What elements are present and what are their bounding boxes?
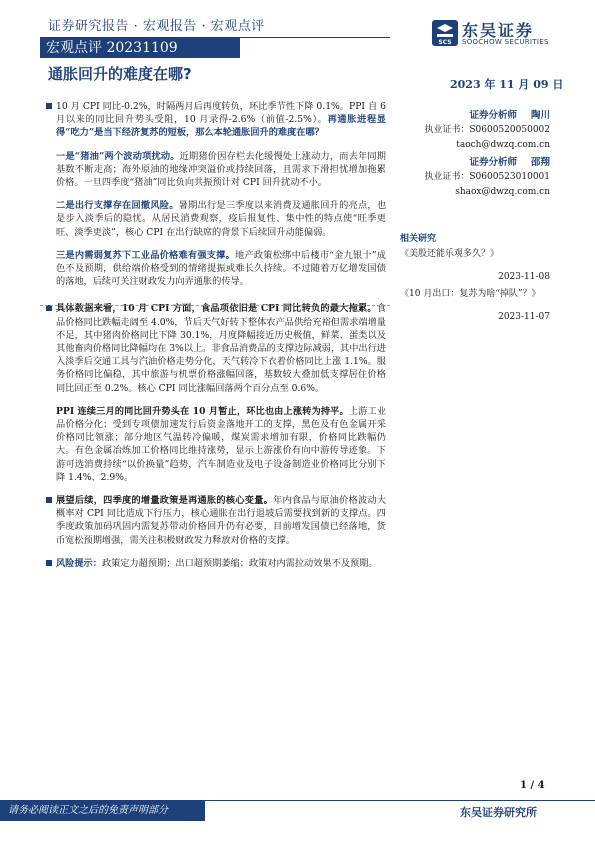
bullet-square-icon xyxy=(46,497,52,503)
point-three-paragraph xyxy=(56,249,386,289)
analyst-cert: S0600523010001 xyxy=(469,172,550,182)
cert-label: 执业证书： xyxy=(424,125,470,135)
analyst-name: 陶川 xyxy=(530,110,550,121)
analyst-panel xyxy=(400,108,550,200)
analyst-card xyxy=(400,108,550,153)
bullet-square-icon xyxy=(46,103,52,109)
report-body xyxy=(56,100,386,580)
ppi-heading: PPI 连续三月的同比回升势头在 10 月暂止，环比也由上涨转为持平。 xyxy=(56,405,349,417)
point-one-paragraph xyxy=(56,150,386,190)
summary-paragraph xyxy=(56,100,386,140)
analyst-email[interactable]: taoch@dwzq.com.cn xyxy=(456,140,550,150)
related-research xyxy=(400,232,550,325)
disclaimer-banner: 请务必阅读正文之后的免责声明部分 xyxy=(0,801,205,821)
brand-logo xyxy=(432,18,562,50)
analyst-cert: S0600520050002 xyxy=(469,125,550,135)
bullet-square-icon xyxy=(46,305,52,311)
cpi-paragraph xyxy=(56,302,386,394)
analyst-name: 邵翔 xyxy=(530,157,550,168)
ppi-text: 上游工业品价格分化；受到专项债加速发行后资金落地开工的支撑，黑色及有色金属开采价格同比领涨；部分地区气温转冷偏暖，煤炭需求增加有限，价格同比跌幅仍大。有色金属冶炼加工价格同比维持涨势，显示上游涨价有向中游传导迹象。下游可选消费持续“以价换量”趋势，汽车制造业及电子设备制造业价格同比分别下降 1.4%、2.9%。 xyxy=(56,405,387,483)
point-two-paragraph xyxy=(56,199,386,239)
logo-mark-icon xyxy=(432,20,458,46)
risk-heading: 风险提示： xyxy=(56,557,102,569)
related-item-title[interactable]: 《美股还能乐观多久？》 xyxy=(400,249,500,259)
analyst-card xyxy=(400,155,550,200)
analyst-role: 证券分析师 xyxy=(469,110,517,121)
summary-text: 10 月 CPI 同比-0.2%，时隔两月后再度转负，环比季节性下降 0.1%。PPI 自 6 月以来的同比回升势头受阻，10 月录得-2.6%（前值-2.5%）。 xyxy=(56,101,386,126)
related-heading: 相关研究 xyxy=(400,234,437,244)
risk-text: 政策定力超预期；出口超预期萎缩；政策对内需拉动效果不及预期。 xyxy=(101,557,378,569)
outlook-paragraph xyxy=(56,494,386,547)
cert-label: 执业证书： xyxy=(424,172,470,182)
cpi-text: 食品价格同比跌幅走阔至 4.0%，节后天气好转下整体农产品供给充裕但需求端增量不足，其中猪肉价格同比下降 30.1%，月度降幅接近历史极值，鲜菜、蛋类以及其他畜肉价格同比降幅均在 3%以上。非食品消费品的支撑边际减弱，其中出行进入淡季后交通工具与汽油价格走势分化，天气转冷下衣着价格同比上涨 1.1%。服务价格同比偏稳，其中旅游与机票价格涨幅回落，基数较大叠加低支撑居住价格同比回正至 0.2%。核心 CPI 同比涨幅回落两个百分点至 0.6%。 xyxy=(56,303,386,394)
point-one-heading: 一是“猪油”两个波动项扰动。 xyxy=(56,150,180,162)
report-type-banner: 宏观点评 20231109 xyxy=(40,38,240,58)
bullet-square-icon xyxy=(46,560,52,566)
risk-paragraph xyxy=(56,557,386,570)
footer-organization: 东吴证券研究所 xyxy=(460,806,537,819)
summary-highlight: 再通胀进程显得“吃力”是当下经济复苏的短板，那么本轮通胀回升的难度在哪？ xyxy=(56,114,386,139)
point-two-heading: 二是出行支撑存在回撤风险。 xyxy=(56,200,179,212)
analyst-email[interactable]: shaox@dwzq.com.cn xyxy=(455,187,550,197)
point-three-heading: 三是内需弱复苏下工业品价格难有强支撑。 xyxy=(56,249,236,261)
point-one-text: 近期猪价因存栏去化缓慢处上涨动力，而去年同期基数不断走高；海外原油的地缘冲突溢价或持续回落，且需求下滑担忧增加拖累价格。一旦四季度“猪油”同比负向共振预计对 CPI 回升扰动不小。 xyxy=(56,150,386,189)
related-item-date: 2023-11-07 xyxy=(498,312,550,322)
point-three-text: 地产政策松绑中后楼市“金九银十”成色不及预期，供给端价格受到的情绪提振或难长久持续。不过随着万亿增发国债的落地，后续可关注财政发力向弄通胀的传导。 xyxy=(56,249,386,288)
cpi-heading: 具体数据来看，10 月 CPI 方面，食品项依旧是 CPI 同比转负的最大拖累。 xyxy=(56,303,377,315)
logo-chinese-name: 东吴证券 xyxy=(462,21,535,40)
breadcrumb: 证券研究报告 · 宏观报告 · 宏观点评 xyxy=(48,19,265,34)
outlook-text: 年内食品与原油价格波动大概率对 CPI 同比造成下行压力，核心通胀在出行退坡后需要找到新的支撑点。四季度政策加码巩固内需复苏带动价格回升仍有必要，目前增发国债已经落地，货币宽松预期增强，需关注积极财政发力释放对价格的支撑。 xyxy=(56,495,387,546)
svg-text:SCS: SCS xyxy=(438,39,452,46)
logo-english-name: SOOCHOW SECURITIES xyxy=(462,38,549,46)
outlook-heading: 展望后续，四季度的增量政策是再通胀的核心变量。 xyxy=(56,495,274,507)
report-title: 通胀回升的难度在哪? xyxy=(48,65,192,83)
point-two-text: 暑期出行是三季度以来消费及通胀回升的亮点，也是步入淡季后的隐忧。从居民消费观察，疫后报复性、集中性的特点使“旺季更旺、淡季更淡”，核心 CPI 在出行缺席的背景下后续回升动能偏弱。 xyxy=(56,200,387,238)
ppi-paragraph xyxy=(56,405,386,484)
related-item-title[interactable]: 《10 月出口：复苏为啥“掉队”？》 xyxy=(400,289,541,299)
page-number: 1 / 4 xyxy=(520,780,545,791)
section-divider xyxy=(40,305,390,306)
report-date: 2023 年 11 月 09 日 xyxy=(450,78,564,91)
related-item-date: 2023-11-08 xyxy=(498,272,550,282)
analyst-role: 证券分析师 xyxy=(469,157,517,168)
